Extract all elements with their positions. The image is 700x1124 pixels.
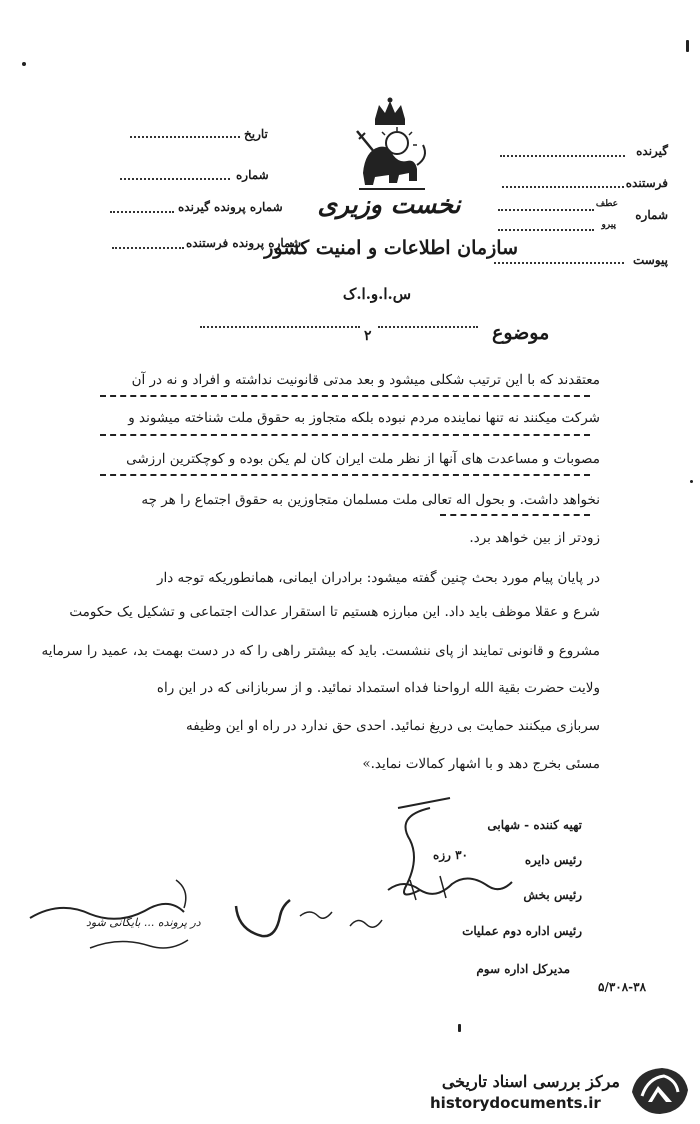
body-line: در پایان پیام مورد بحث چنین گفته میشود: برادران ایمانی، همانطوریکه توجه دار (156, 570, 600, 586)
body-line: شرکت میکنند نه تنها نماینده مردم نبوده بلکه متجاوز به حقوق ملت شناخته میشوند و (128, 410, 600, 426)
organization-title: سازمان اطلاعات و امنیت کشور (264, 237, 518, 259)
field-sender-line (502, 186, 624, 188)
department-head-label: رئیس دایره (524, 853, 582, 867)
body-underline (100, 474, 590, 476)
history-documents-logo (628, 1062, 690, 1118)
field-attachment-label: پیوست (633, 253, 668, 267)
field-date-line (130, 136, 240, 138)
body-line: معتقدند که با این ترتیب شکلی میشود و بعد مدتی قانونیت نداشته و افراد و نه در آن (131, 372, 600, 388)
field-recipient-file-label: شماره پرونده گیرنده (178, 200, 283, 214)
page-mark: ۲ (364, 328, 372, 344)
body-underline (100, 395, 590, 397)
field-number-label: شماره (635, 208, 668, 222)
scan-speck (458, 1024, 461, 1032)
field-number-followup-label: پیرو (601, 220, 616, 230)
operations-head-label: رئیس اداره دوم عملیات (462, 924, 582, 938)
organization-code: س.ا.و.ا.ک (342, 285, 412, 303)
ministry-title: نخست وزیری (317, 190, 461, 219)
prepared-by-label: تهیه کننده - شهابی (487, 818, 582, 832)
body-underline (100, 434, 590, 436)
field-left-number-line (120, 178, 230, 180)
lion-and-sun-emblem (345, 95, 435, 195)
field-attachment-line (494, 262, 624, 264)
field-sender-label: فرستنده (625, 176, 668, 190)
field-number-ref-label: عطف (595, 199, 618, 209)
handwritten-note-left: در پرونده ... بایگانی شود (86, 916, 201, 929)
field-number-line-1 (498, 209, 594, 211)
handwritten-signatures (0, 780, 700, 980)
scan-speck (686, 40, 689, 52)
field-left-number-label: شماره (236, 168, 269, 182)
field-sender-file-label: شماره پرونده فرستنده (186, 236, 302, 250)
body-line: مشروع و قانونی تمایند از پای ننشست. باید که بیشتر راهی را که در دست بهمت بد، عمید را سرمایه (41, 643, 600, 659)
field-number-line-2 (498, 229, 594, 231)
body-line: نخواهد داشت. و بحول اله تعالی ملت مسلمان متجاوزین به حقوق اجتماع را هر چه (141, 492, 600, 508)
director-general-label: مدیرکل اداره سوم (476, 962, 570, 976)
body-underline (440, 514, 590, 516)
body-line: مصوبات و مساعدت های آنها از نظر ملت ایران کان لم یکن بوده و کوچکترین ارزشی (126, 451, 600, 467)
field-date-label: تاریخ (244, 127, 268, 141)
field-recipient-line (500, 155, 625, 157)
subject-line-left (200, 326, 360, 328)
document-number: ۵/۳۰۸-۳۸ (598, 980, 647, 994)
field-recipient-label: گیرنده (636, 144, 668, 158)
body-line: ولایت حضرت بقیة الله ارواحنا فداه استمداد نمائید. و از سربازانی که در این راه (156, 680, 600, 696)
field-recipient-file-line (110, 211, 174, 213)
body-line: زودتر از بین خواهد برد. (469, 530, 600, 546)
department-head-value: ۳۰ رزه (433, 848, 468, 862)
subject-label: موضوع (492, 322, 550, 344)
subject-line-right (378, 326, 478, 328)
scan-speck (22, 62, 26, 66)
footer-website: historydocuments.ir (430, 1094, 601, 1112)
scan-speck (690, 480, 693, 483)
section-head-label: رئیس بخش (523, 888, 582, 902)
body-line: سربازی میکنند حمایت بی دریغ نمائید. احدی حق ندارد در راه او این وظیفه (186, 718, 600, 734)
field-sender-file-line (112, 247, 184, 249)
body-line: شرع و عقلا موظف باید داد. این مبارزه هستیم تا استقرار عدالت اجتماعی و تشکیل یک حکومت (69, 604, 600, 620)
footer-center-name: مرکز بررسی اسناد تاریخی (441, 1072, 620, 1091)
body-line: مسئی بخرج دهد و با اشهار کمالات نماید.» (362, 756, 600, 772)
